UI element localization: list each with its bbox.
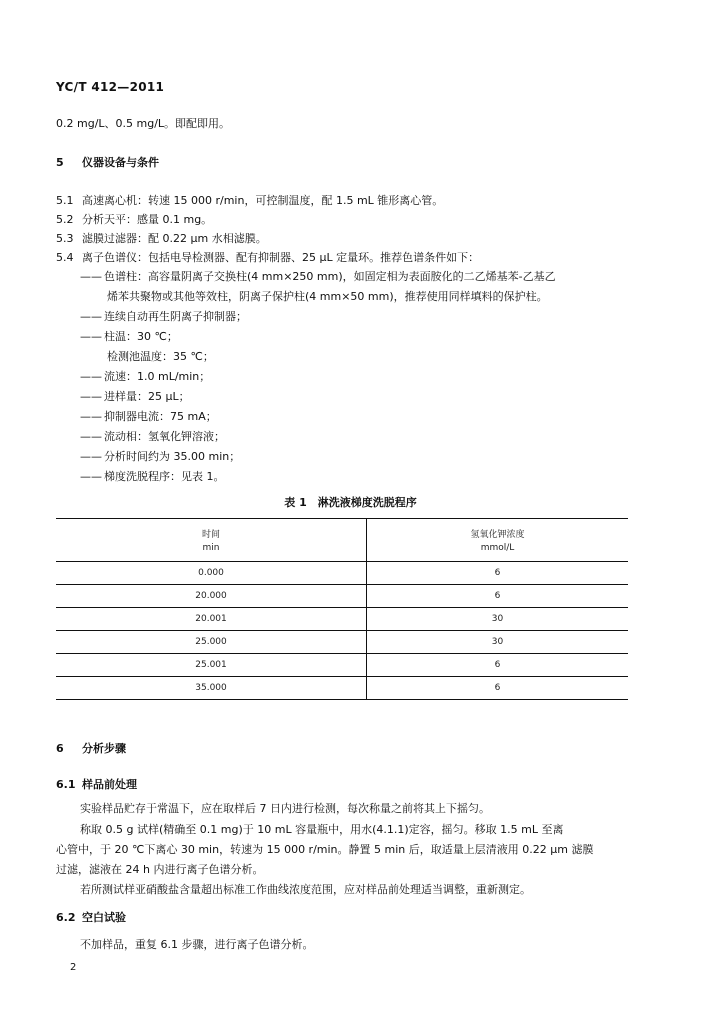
- time-cell: 20.001: [56, 608, 367, 631]
- condition-text: 分析时间约为 35.00 min；: [104, 450, 241, 463]
- subsection-6-2-heading: [56, 911, 126, 925]
- condition-item: [80, 410, 217, 424]
- table-row: [56, 677, 628, 700]
- table-row: [56, 608, 628, 631]
- table-row: [56, 585, 628, 608]
- subsection-6-1-heading: [56, 778, 137, 792]
- condition-item: [80, 470, 225, 484]
- paragraph-line: 若所测试样亚硝酸盐含量超出标准工作曲线浓度范围，应对样品前处理适当调整，重新测定。: [80, 883, 531, 896]
- document-code: YC/T 412—2011: [56, 80, 165, 94]
- clause-text: 离子色谱仪：包括电导检测器、配有抑制器、25 μL 定量环。推荐色谱条件如下：: [82, 251, 480, 264]
- time-cell: 0.000: [56, 562, 367, 585]
- condition-text: 检测池温度：35 ℃；: [107, 350, 214, 363]
- col-header-koh: 氢氧化钾浓度: [470, 529, 525, 540]
- paragraph-line: 实验样品贮存于常温下，应在取样后 7 日内进行检测，每次称量之前将其上下摇匀。: [80, 802, 490, 815]
- concentration-cell: 30: [367, 631, 629, 654]
- dash-mark: ——: [80, 370, 102, 383]
- condition-text: 进样量：25 μL；: [104, 390, 190, 403]
- paragraph-line: 过滤，滤液在 24 h 内进行离子色谱分析。: [56, 863, 264, 876]
- concentration-cell: 6: [367, 585, 629, 608]
- clause-5-3: [56, 232, 267, 246]
- table-caption: 表 1 淋洗液梯度洗脱程序: [284, 496, 417, 509]
- concentration-cell: 6: [367, 654, 629, 677]
- col-header-time: 时间: [56, 519, 367, 542]
- dash-mark: ——: [80, 430, 102, 443]
- condition-item: [80, 430, 225, 444]
- condition-text: 烯苯共聚物或其他等效柱，阴离子保护柱(4 mm×50 mm)，推荐使用同样填料的保护柱。: [107, 290, 548, 303]
- condition-item: [80, 450, 240, 464]
- page-number: 2: [70, 962, 77, 973]
- dash-mark: ——: [80, 450, 102, 463]
- clause-number: 5.3: [56, 232, 74, 245]
- dash-mark: ——: [80, 410, 102, 423]
- condition-item: [107, 350, 214, 364]
- section-5-heading: [56, 156, 159, 170]
- condition-text: 流动相：氢氧化钾溶液；: [104, 430, 225, 443]
- clause-5-2: [56, 213, 212, 227]
- col-unit-time: min: [56, 541, 367, 562]
- time-cell: 20.000: [56, 585, 367, 608]
- condition-item: [80, 390, 190, 404]
- section-6-number: 6: [56, 742, 64, 755]
- condition-text: 抑制器电流：75 mA；: [104, 410, 217, 423]
- section-6-heading: [56, 742, 126, 756]
- condition-item: [80, 270, 556, 284]
- condition-item: [107, 290, 548, 304]
- condition-text: 柱温：30 ℃；: [104, 330, 178, 343]
- section-6-title: 分析步骤: [82, 742, 126, 755]
- time-cell: 25.000: [56, 631, 367, 654]
- time-cell: 35.000: [56, 677, 367, 700]
- condition-item: [80, 370, 210, 384]
- clause-number: 5.2: [56, 213, 74, 226]
- condition-item: [80, 330, 178, 344]
- dash-mark: ——: [80, 470, 102, 483]
- clause-text: 滤膜过滤器：配 0.22 μm 水相滤膜。: [82, 232, 267, 245]
- table-row: [56, 562, 628, 585]
- clause-5-1: [56, 194, 443, 208]
- dash-mark: ——: [80, 330, 102, 343]
- section-5-number: 5: [56, 156, 64, 169]
- subsection-title: 样品前处理: [82, 778, 137, 791]
- condition-text: 色谱柱：高容量阴离子交换柱(4 mm×250 mm)，如固定相为表面胺化的二乙烯基苯-乙基乙: [104, 270, 556, 283]
- paragraph-line: 不加样品，重复 6.1 步骤，进行离子色谱分析。: [80, 938, 314, 951]
- concentration-cell: 6: [367, 562, 629, 585]
- clause-text: 高速离心机：转速 15 000 r/min，可控制温度，配 1.5 mL 锥形离心管。: [82, 194, 444, 207]
- clause-number: 5.1: [56, 194, 74, 207]
- time-cell: 25.001: [56, 654, 367, 677]
- subsection-number: 6.2: [56, 911, 76, 924]
- dash-mark: ——: [80, 310, 102, 323]
- condition-text: 连续自动再生阴离子抑制器；: [104, 310, 247, 323]
- intro-line: 0.2 mg/L、0.5 mg/L。即配即用。: [56, 117, 231, 130]
- clause-number: 5.4: [56, 251, 74, 264]
- concentration-cell: 30: [367, 608, 629, 631]
- paragraph-line: 心管中，于 20 ℃下离心 30 min，转速为 15 000 r/min。静置 5 min 后，取适量上层清液用 0.22 μm 滤膜: [56, 843, 594, 856]
- section-5-title: 仪器设备与条件: [82, 156, 159, 169]
- clause-text: 分析天平：感量 0.1 mg。: [82, 213, 213, 226]
- col-unit-koh: mmol/L: [367, 541, 629, 562]
- subsection-title: 空白试验: [82, 911, 126, 924]
- condition-item: [80, 310, 247, 324]
- condition-text: 梯度洗脱程序：见表 1。: [104, 470, 225, 483]
- concentration-cell: 6: [367, 677, 629, 700]
- table-row: [56, 654, 628, 677]
- table-row: [56, 631, 628, 654]
- clause-5-4: [56, 251, 479, 265]
- subsection-number: 6.1: [56, 778, 76, 791]
- dash-mark: ——: [80, 390, 102, 403]
- gradient-table: [56, 518, 628, 700]
- dash-mark: ——: [80, 270, 102, 283]
- condition-text: 流速：1.0 mL/min；: [104, 370, 211, 383]
- paragraph-line: 称取 0.5 g 试样(精确至 0.1 mg)于 10 mL 容量瓶中，用水(4.1.1)定容，摇匀。移取 1.5 mL 至离: [80, 823, 564, 836]
